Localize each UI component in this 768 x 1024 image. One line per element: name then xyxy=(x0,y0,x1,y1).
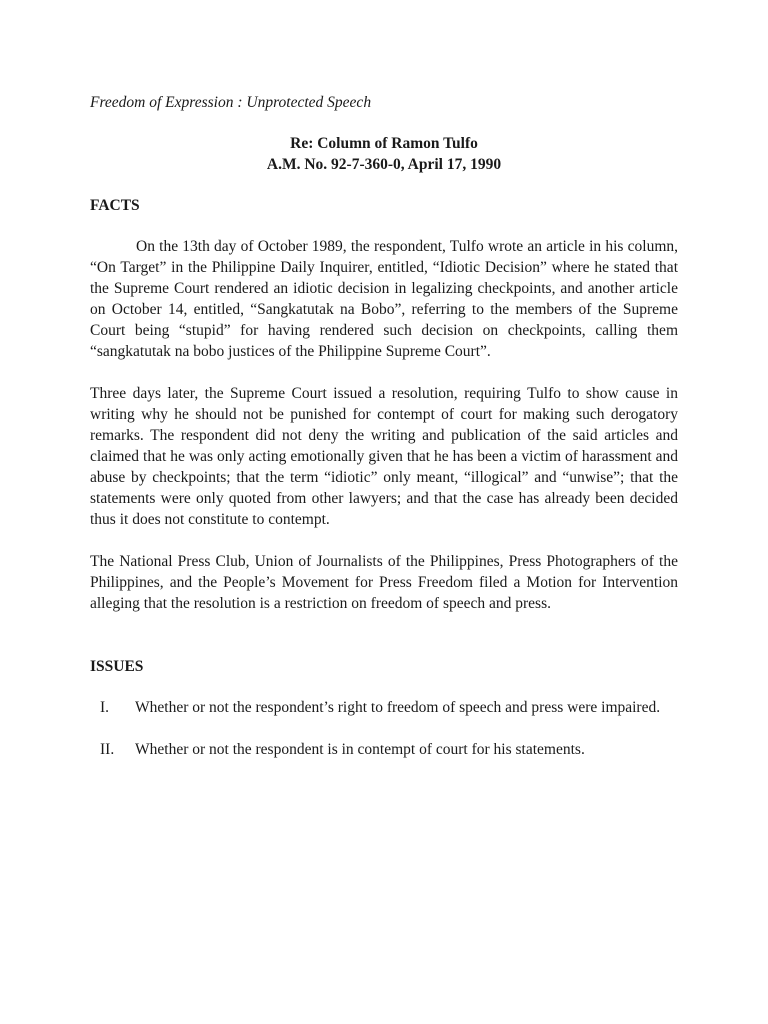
case-title: Re: Column of Ramon Tulfo xyxy=(290,135,478,152)
category-heading: Freedom of Expression : Unprotected Speech xyxy=(90,94,372,111)
case-title-block xyxy=(90,133,678,175)
issue-item-1 xyxy=(90,697,678,718)
issue-text: Whether or not the respondent is in contempt of court for his statements. xyxy=(135,741,585,758)
facts-heading: FACTS xyxy=(90,197,140,214)
issue-number: II. xyxy=(100,741,115,758)
facts-paragraph-2: Three days later, the Supreme Court issued a resolution, requiring Tulfo to show cause in writing why he should not be punished for contempt of court for making such derogatory remarks. The respondent did not deny the writing and publication of the said articles and claimed that he was only acting emotionally given that he has been a victim of harassment and abuse by checkpoints; that the term “idiotic” only meant, “illogical” and “unwise”; that the statements were only quoted from other lawyers; and that the case has already been decided thus it does not constitute to contempt. xyxy=(90,385,678,528)
issue-item-2 xyxy=(90,739,678,760)
issue-text: Whether or not the respondent’s right to freedom of speech and press were impaired. xyxy=(135,699,661,716)
facts-paragraph-1: On the 13th day of October 1989, the respondent, Tulfo wrote an article in his column, “On Target” in the Philippine Daily Inquirer, entitled, “Idiotic Decision” where he stated that the Supreme Court rendered an idiotic decision in legalizing checkpoints, and another article on October 14, entitled, “Sangkatutak na Bobo”, referring to the members of the Supreme Court being “stupid” for having rendered such decision on checkpoints, calling them “sangkatutak na bobo justices of the Philippine Supreme Court”. xyxy=(90,238,678,360)
facts-paragraph-3: The National Press Club, Union of Journalists of the Philippines, Press Photographers of the Philippines, and the People’s Movement for Press Freedom filed a Motion for Intervention alleging that the resolution is a restriction on freedom of speech and press. xyxy=(90,553,678,612)
issues-heading: ISSUES xyxy=(90,658,144,675)
case-citation: A.M. No. 92-7-360-0, April 17, 1990 xyxy=(266,156,502,173)
document-page xyxy=(90,92,678,781)
issue-number: I. xyxy=(100,699,110,716)
